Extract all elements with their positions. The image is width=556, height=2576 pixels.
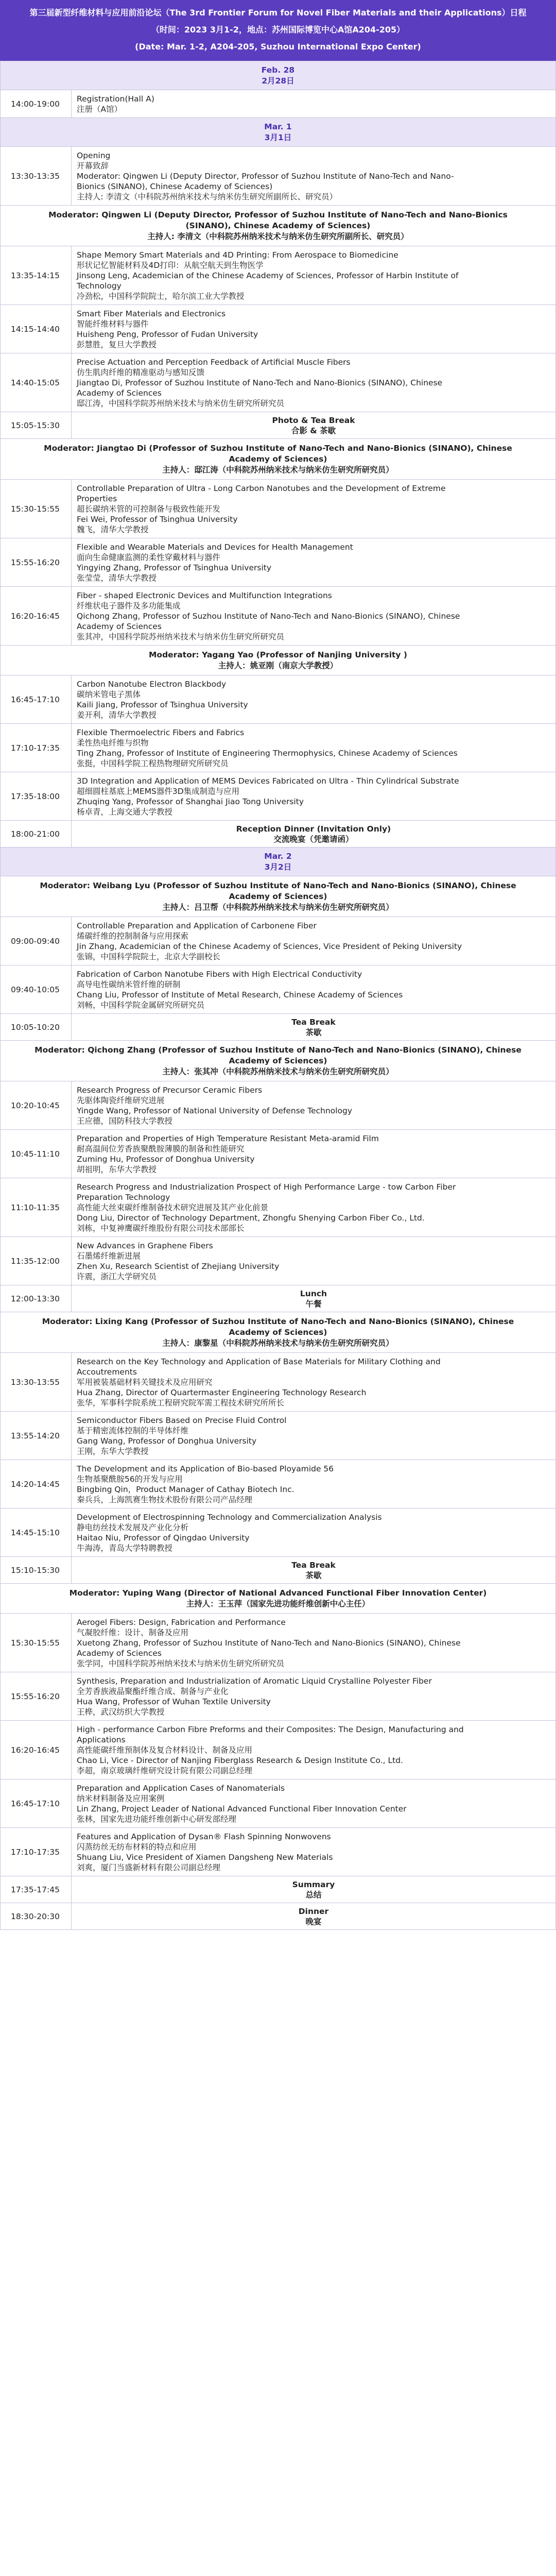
time-slot: 15:30-15:55 bbox=[1, 480, 72, 538]
session-line: 冷劲松，中国科学院院士，哈尔滨工业大学教授 bbox=[77, 291, 245, 301]
session-line: Accoutrements bbox=[77, 1367, 137, 1377]
session-line: Research Progress and Industrialization Prospect of High Performance Large - tow Carbon Fiber bbox=[77, 1182, 456, 1192]
session-line: 彭慧胜，复旦大学教授 bbox=[77, 340, 157, 349]
session-details bbox=[72, 1780, 556, 1828]
session-line: Chang Liu, Professor of Institute of Metal Research, Chinese Academy of Sciences bbox=[77, 990, 403, 999]
session-line: Hua Zhang, Director of Quartermaster Engineering Technology Research bbox=[77, 1387, 367, 1397]
session-details bbox=[72, 147, 556, 206]
session-row bbox=[1, 538, 556, 587]
time-slot: 18:30-20:30 bbox=[1, 1903, 72, 1930]
session-line: Research Progress of Precursor Ceramic Fibers bbox=[77, 1085, 263, 1095]
session-details bbox=[72, 724, 556, 772]
session-row bbox=[1, 1780, 556, 1828]
moderator-row bbox=[1, 1041, 556, 1081]
session-line: Synthesis, Preparation and Industrialization of Aromatic Liquid Crystalline Polyester Fiber bbox=[77, 1676, 432, 1686]
session-line: 张莹莹，清华大学教授 bbox=[77, 573, 157, 583]
break-row bbox=[1, 1557, 556, 1584]
break-row bbox=[1, 1903, 556, 1930]
session-line: 3D Integration and Application of MEMS Devices Fabricated on Ultra - Thin Cylindrical Substrate bbox=[77, 776, 459, 786]
session-line: Flexible and Wearable Materials and Devices for Health Management bbox=[77, 542, 353, 552]
session-line: 先驱体陶瓷纤维研究进展 bbox=[77, 1095, 165, 1105]
time-slot: 17:35-18:00 bbox=[1, 772, 72, 821]
day-label: Mar. 2 bbox=[264, 851, 292, 861]
break-text: 总结 bbox=[305, 1890, 322, 1900]
session-line: Academy of Sciences bbox=[77, 1648, 162, 1658]
session-line: Features and Application of Dysan® Flash Spinning Nonwovens bbox=[77, 1832, 331, 1841]
session-details bbox=[72, 965, 556, 1014]
session-line: Zhen Xu, Research Scientist of Zhejiang University bbox=[77, 1261, 280, 1271]
break-text: 晚宴 bbox=[305, 1917, 322, 1926]
break-text: Lunch bbox=[300, 1289, 327, 1298]
session-line: Preparation Technology bbox=[77, 1192, 170, 1202]
session-line: 牛海涛，青岛大学特聘教授 bbox=[77, 1543, 173, 1553]
session-row bbox=[1, 246, 556, 305]
moderator-cell bbox=[1, 1584, 556, 1614]
session-row bbox=[1, 917, 556, 965]
moderator-cell bbox=[1, 876, 556, 917]
session-line: Research on the Key Technology and Application of Base Materials for Military Clothing and bbox=[77, 1357, 441, 1366]
schedule-body bbox=[1, 61, 556, 1930]
session-row bbox=[1, 772, 556, 821]
moderator-text: Academy of Sciences) bbox=[229, 891, 327, 901]
session-row bbox=[1, 1828, 556, 1876]
time-slot: 15:05-15:30 bbox=[1, 412, 72, 439]
time-slot: 14:15-14:40 bbox=[1, 305, 72, 353]
session-details bbox=[72, 1130, 556, 1178]
moderator-text: 主持人: 李清文（中科院苏州纳米技术与纳米仿生研究所副所长、研究员） bbox=[147, 231, 409, 241]
day-header-cell bbox=[1, 848, 556, 876]
day-label: 3月1日 bbox=[264, 132, 292, 142]
session-line: Bionics (SINANO), Chinese Academy of Sciences) bbox=[77, 181, 273, 191]
session-line: Development of Electrospinning Technology and Commercialization Analysis bbox=[77, 1512, 382, 1522]
session-row bbox=[1, 1460, 556, 1509]
time-slot: 15:55-16:20 bbox=[1, 538, 72, 587]
break-text: 茶歇 bbox=[305, 1570, 322, 1580]
session-line: 高导电性碳纳米管纤维的研制 bbox=[77, 979, 181, 989]
session-row bbox=[1, 1672, 556, 1721]
moderator-text: Moderator: Qichong Zhang (Professor of Suzhou Institute of Nano-Tech and Nano-Bionics (SINANO), Chinese bbox=[34, 1045, 522, 1055]
session-line: 刘爽，厦门当盛新材料有限公司副总经理 bbox=[77, 1862, 221, 1872]
session-line: 胡祖明，东华大学教授 bbox=[77, 1164, 157, 1174]
session-line: 秦兵兵，上海凯赛生物技术股份有限公司产品经理 bbox=[77, 1495, 253, 1504]
session-details bbox=[72, 1237, 556, 1285]
session-line: 碳纳米管电子黑体 bbox=[77, 689, 141, 699]
session-line: 张华，军事科学院系统工程研究院军需工程技术研究所所长 bbox=[77, 1398, 285, 1408]
session-line: 王刚，东华大学教授 bbox=[77, 1446, 149, 1456]
session-row bbox=[1, 1178, 556, 1237]
moderator-row bbox=[1, 876, 556, 917]
session-line: Gang Wang, Professor of Donghua University bbox=[77, 1436, 257, 1446]
session-line: Hua Wang, Professor of Wuhan Textile University bbox=[77, 1697, 271, 1706]
session-line: 形状记忆智能材料及4D打印：从航空航天到生物医学 bbox=[77, 260, 264, 270]
moderator-row bbox=[1, 646, 556, 675]
time-slot: 16:20-16:45 bbox=[1, 1721, 72, 1780]
time-slot: 09:00-09:40 bbox=[1, 917, 72, 965]
session-line: 许震，浙江大学研究员 bbox=[77, 1272, 157, 1281]
session-line: Qichong Zhang, Professor of Suzhou Institute of Nano-Tech and Nano-Bionics (SINANO), Chinese bbox=[77, 611, 460, 621]
session-line: 仿生肌肉纤维的精准驱动与感知反馈 bbox=[77, 367, 205, 377]
moderator-text: 主持人：姚亚刚（南京大学教授） bbox=[218, 660, 338, 670]
moderator-text: Moderator: Jiangtao Di (Professor of Suzhou Institute of Nano-Tech and Nano-Bionics (SINANO), Chinese bbox=[44, 443, 512, 453]
session-row bbox=[1, 587, 556, 646]
session-line: Academy of Sciences bbox=[77, 621, 162, 631]
forum-date-location-en: (Date: Mar. 1-2, A204-205, Suzhou International Expo Center) bbox=[135, 42, 421, 52]
moderator-text: 主持人：张其冲（中科院苏州纳米技术与纳米仿生研究所研究员） bbox=[162, 1066, 394, 1076]
moderator-text: 主持人：康黎星（中科院苏州纳米技术与纳米仿生研究所研究员） bbox=[162, 1338, 394, 1348]
break-text: 午餐 bbox=[305, 1299, 322, 1309]
session-line: New Advances in Graphene Fibers bbox=[77, 1241, 213, 1250]
time-slot: 16:20-16:45 bbox=[1, 587, 72, 646]
session-line: Jin Zhang, Academician of the Chinese Academy of Sciences, Vice President of Peking University bbox=[77, 941, 462, 951]
forum-date-location-cn: （时间：2023 3月1-2，地点：苏州国际博览中心A馆A204-205） bbox=[151, 25, 405, 35]
time-slot: 13:35-14:15 bbox=[1, 246, 72, 305]
break-label bbox=[72, 412, 556, 439]
session-row bbox=[1, 147, 556, 206]
session-line: 超细圆柱基底上MEMS器件3D集成制造与应用 bbox=[77, 786, 240, 796]
time-slot: 13:30-13:55 bbox=[1, 1353, 72, 1412]
break-row bbox=[1, 821, 556, 848]
session-line: Controllable Preparation and Application of Carbonene Fiber bbox=[77, 921, 317, 930]
session-line: 杨卓青，上海交通大学教授 bbox=[77, 807, 173, 817]
break-label bbox=[72, 1014, 556, 1041]
time-slot: 11:35-12:00 bbox=[1, 1237, 72, 1285]
session-row bbox=[1, 1237, 556, 1285]
session-row bbox=[1, 353, 556, 412]
time-slot: 15:55-16:20 bbox=[1, 1672, 72, 1721]
session-row bbox=[1, 1509, 556, 1557]
session-line: 张挺，中国科学院工程热物理研究所研究员 bbox=[77, 758, 229, 768]
time-slot: 14:00-19:00 bbox=[1, 90, 72, 118]
break-label bbox=[72, 821, 556, 848]
moderator-text: 主持人：邸江涛（中科院苏州纳米技术与纳米仿生研究所研究员） bbox=[162, 465, 394, 474]
session-line: Controllable Preparation of Ultra - Long Carbon Nanotubes and the Development of Extreme bbox=[77, 483, 446, 493]
session-line: 张林，国家先进功能纤维创新中心研发部经理 bbox=[77, 1814, 237, 1824]
break-row bbox=[1, 1285, 556, 1312]
session-line: The Development and its Application of Bio-based Ployamide 56 bbox=[77, 1464, 334, 1473]
session-line: Yingde Wang, Professor of National University of Defense Technology bbox=[77, 1106, 353, 1115]
session-details bbox=[72, 1081, 556, 1130]
moderator-text: Moderator: Lixing Kang (Professor of Suzhou Institute of Nano-Tech and Nano-Bionics (SINANO), Chinese bbox=[42, 1316, 514, 1326]
break-text: Reception Dinner (Invitation Only) bbox=[236, 824, 391, 834]
session-line: 面向生命健康监测的柔性穿戴材料与器件 bbox=[77, 552, 221, 562]
session-row bbox=[1, 1412, 556, 1460]
session-line: 柔性热电纤维与织物 bbox=[77, 738, 149, 748]
moderator-cell bbox=[1, 439, 556, 480]
session-line: 开幕致辞 bbox=[77, 161, 109, 171]
session-line: 耐高温间位芳香族聚酰胺薄膜的制备和性能研究 bbox=[77, 1144, 245, 1154]
moderator-cell bbox=[1, 1041, 556, 1081]
day-header-row bbox=[1, 61, 556, 90]
session-line: Registration(Hall A) bbox=[77, 94, 154, 104]
session-details bbox=[72, 246, 556, 305]
break-text: Photo & Tea Break bbox=[272, 415, 355, 425]
time-slot: 17:10-17:35 bbox=[1, 1828, 72, 1876]
time-slot: 15:30-15:55 bbox=[1, 1614, 72, 1672]
session-line: 纤维状电子器件及多功能集成 bbox=[77, 601, 181, 611]
session-line: Bingbing Qin，Product Manager of Cathay Biotech Inc. bbox=[77, 1484, 294, 1494]
schedule-table bbox=[0, 61, 556, 1930]
session-line: Preparation and Properties of High Temperature Resistant Meta-aramid Film bbox=[77, 1133, 379, 1143]
day-label: 2月28日 bbox=[262, 76, 294, 86]
session-line: Precise Actuation and Perception Feedback of Artificial Muscle Fibers bbox=[77, 357, 351, 367]
break-label bbox=[72, 1557, 556, 1584]
session-line: Academy of Sciences bbox=[77, 388, 162, 398]
session-line: 注册（A馆） bbox=[77, 104, 123, 114]
session-row bbox=[1, 480, 556, 538]
session-line: 纳米材料制备及应用案例 bbox=[77, 1793, 165, 1803]
session-line: Zuming Hu, Professor of Donghua University bbox=[77, 1154, 255, 1164]
session-details bbox=[72, 353, 556, 412]
session-line: Aerogel Fibers: Design, Fabrication and Performance bbox=[77, 1617, 286, 1627]
session-line: 高性能碳纤维预制体及复合材料设计、制备及应用 bbox=[77, 1745, 253, 1755]
moderator-row bbox=[1, 206, 556, 246]
time-slot: 16:45-17:10 bbox=[1, 1780, 72, 1828]
break-label bbox=[72, 1903, 556, 1930]
break-label bbox=[72, 1876, 556, 1903]
session-line: 高性能大丝束碳纤维制备技术研究进展及其产业化前景 bbox=[77, 1202, 269, 1212]
time-slot: 10:05-10:20 bbox=[1, 1014, 72, 1041]
session-line: 姜开利，清华大学教授 bbox=[77, 710, 157, 720]
session-line: 魏飞，清华大学教授 bbox=[77, 524, 149, 534]
session-line: 闪蒸纺丝无纺布材料的特点和应用 bbox=[77, 1842, 197, 1852]
day-label: 3月2日 bbox=[264, 862, 292, 872]
time-slot: 15:10-15:30 bbox=[1, 1557, 72, 1584]
time-slot: 17:35-17:45 bbox=[1, 1876, 72, 1903]
session-row bbox=[1, 1721, 556, 1780]
time-slot: 11:10-11:35 bbox=[1, 1178, 72, 1237]
session-line: Smart Fiber Materials and Electronics bbox=[77, 309, 226, 318]
break-text: Summary bbox=[292, 1879, 335, 1889]
moderator-cell bbox=[1, 646, 556, 675]
break-text: Dinner bbox=[298, 1906, 329, 1916]
day-header-row bbox=[1, 118, 556, 147]
break-row bbox=[1, 412, 556, 439]
break-label bbox=[72, 1285, 556, 1312]
session-line: 全芳香族液晶聚酯纤维合成、制备与产业化 bbox=[77, 1686, 229, 1696]
moderator-text: Moderator: Yagang Yao (Professor of Nanjing University ) bbox=[149, 650, 407, 659]
session-row bbox=[1, 1081, 556, 1130]
session-line: Yingying Zhang, Professor of Tsinghua University bbox=[77, 563, 272, 572]
session-line: Preparation and Application Cases of Nanomaterials bbox=[77, 1783, 285, 1793]
session-line: 生物基聚酰胺56的开发与应用 bbox=[77, 1474, 183, 1484]
time-slot: 16:45-17:10 bbox=[1, 675, 72, 724]
moderator-text: (SINANO), Chinese Academy of Sciences) bbox=[185, 221, 371, 230]
session-line: Jinsong Leng, Academician of the Chinese Academy of Sciences, Professor of Harbin Institute of bbox=[77, 270, 459, 280]
time-slot: 12:00-13:30 bbox=[1, 1285, 72, 1312]
session-details bbox=[72, 772, 556, 821]
session-line: 主持人: 李清文（中科院苏州纳米技术与纳米仿生研究所副所长、研究员） bbox=[77, 192, 338, 201]
day-header-cell bbox=[1, 61, 556, 90]
time-slot: 13:30-13:35 bbox=[1, 147, 72, 206]
session-details bbox=[72, 1509, 556, 1557]
session-line: Xuetong Zhang, Professor of Suzhou Institute of Nano-Tech and Nano-Bionics (SINANO), Chinese bbox=[77, 1638, 461, 1648]
session-details bbox=[72, 305, 556, 353]
moderator-row bbox=[1, 439, 556, 480]
moderator-text: 主持人：王玉萍（国家先进功能纤维创新中心主任） bbox=[186, 1599, 370, 1608]
time-slot: 10:45-11:10 bbox=[1, 1130, 72, 1178]
moderator-cell bbox=[1, 1312, 556, 1353]
session-row bbox=[1, 724, 556, 772]
moderator-cell bbox=[1, 206, 556, 246]
session-line: Properties bbox=[77, 494, 117, 503]
day-header-row bbox=[1, 848, 556, 876]
session-details bbox=[72, 1353, 556, 1412]
session-details bbox=[72, 675, 556, 724]
moderator-text: Academy of Sciences) bbox=[229, 1327, 327, 1337]
session-details bbox=[72, 1412, 556, 1460]
session-details bbox=[72, 1672, 556, 1721]
session-line: 静电纺丝技术发展及产业化分析 bbox=[77, 1522, 189, 1532]
session-details bbox=[72, 1178, 556, 1237]
session-line: 智能纤维材料与器件 bbox=[77, 319, 149, 329]
break-text: Tea Break bbox=[291, 1560, 336, 1570]
session-line: 王应德，国防科技大学教授 bbox=[77, 1116, 173, 1126]
session-line: 军用被装基础材料关键技术及应用研究 bbox=[77, 1377, 213, 1387]
session-line: Shuang Liu, Vice President of Xiamen Dangsheng New Materials bbox=[77, 1852, 333, 1862]
session-line: Semiconductor Fibers Based on Precise Fluid Control bbox=[77, 1415, 287, 1425]
break-text: 交流晚宴（凭邀请函） bbox=[273, 834, 354, 844]
schedule-header bbox=[0, 0, 556, 61]
session-line: 张其冲，中国科学院苏州纳米技术与纳米仿生研究所研究员 bbox=[77, 632, 285, 641]
break-text: Tea Break bbox=[291, 1017, 336, 1027]
time-slot: 10:20-10:45 bbox=[1, 1081, 72, 1130]
break-row bbox=[1, 1876, 556, 1903]
session-details bbox=[72, 1828, 556, 1876]
session-row bbox=[1, 965, 556, 1014]
session-line: Technology bbox=[77, 281, 121, 291]
moderator-row bbox=[1, 1312, 556, 1353]
session-line: 刘栋，中复神鹰碳纤维股份有限公司技术部部长 bbox=[77, 1223, 245, 1233]
session-details bbox=[72, 1460, 556, 1509]
break-text: 合影 & 茶歇 bbox=[291, 426, 336, 435]
time-slot: 17:10-17:35 bbox=[1, 724, 72, 772]
session-line: Haitao Niu, Professor of Qingdao University bbox=[77, 1533, 250, 1543]
session-details bbox=[72, 1614, 556, 1672]
moderator-text: 主持人：吕卫帮（中科院苏州纳米技术与纳米仿生研究所研究员） bbox=[162, 902, 394, 912]
session-line: Ting Zhang, Professor of Institute of Engineering Thermophysics, Chinese Academy of Sciences bbox=[77, 748, 458, 758]
session-line: 张锦，中国科学院院士，北京大学副校长 bbox=[77, 952, 221, 961]
break-text: 茶歇 bbox=[305, 1027, 322, 1037]
session-row bbox=[1, 90, 556, 118]
moderator-text: Moderator: Qingwen Li (Deputy Director, Professor of Suzhou Institute of Nano-Tech and Nano-Bionics bbox=[48, 210, 508, 219]
session-row bbox=[1, 675, 556, 724]
time-slot: 14:45-15:10 bbox=[1, 1509, 72, 1557]
session-line: 烯碳纤维的控制制备与应用探索 bbox=[77, 931, 189, 941]
session-line: 张学同，中国科学院苏州纳米技术与纳米仿生研究所研究员 bbox=[77, 1658, 285, 1668]
forum-title: 第三届新型纤维材料与应用前沿论坛（The 3rd Frontier Forum for Novel Fiber Materials and their Applications）日程 bbox=[29, 8, 527, 18]
day-header-cell bbox=[1, 118, 556, 147]
session-details bbox=[72, 480, 556, 538]
session-line: Dong Liu, Director of Technology Department, Zhongfu Shenying Carbon Fiber Co., Ltd. bbox=[77, 1213, 425, 1223]
moderator-text: Moderator: Weibang Lyu (Professor of Suzhou Institute of Nano-Tech and Nano-Bionics (SINANO), Chinese bbox=[40, 880, 516, 890]
time-slot: 09:40-10:05 bbox=[1, 965, 72, 1014]
session-details bbox=[72, 587, 556, 646]
session-row bbox=[1, 1353, 556, 1412]
session-line: 王桦，武汉纺织大学教授 bbox=[77, 1707, 165, 1717]
session-line: Flexible Thermoelectric Fibers and Fabrics bbox=[77, 727, 245, 737]
session-line: Fiber - shaped Electronic Devices and Multifunction Integrations bbox=[77, 590, 332, 600]
session-line: Huisheng Peng, Professor of Fudan University bbox=[77, 329, 258, 339]
time-slot: 14:20-14:45 bbox=[1, 1460, 72, 1509]
moderator-text: Academy of Sciences) bbox=[229, 1056, 327, 1065]
session-line: 超长碳纳米管的可控制备与极致性能开发 bbox=[77, 504, 221, 514]
session-line: 李超，南京玻璃纤维研究设计院有限公司副总经理 bbox=[77, 1766, 253, 1775]
session-row bbox=[1, 1614, 556, 1672]
session-details bbox=[72, 1721, 556, 1780]
session-line: Chao Li, Vice - Director of Nanjing Fiberglass Research & Design Institute Co., Ltd. bbox=[77, 1755, 403, 1765]
session-line: Zhuqing Yang, Professor of Shanghai Jiao Tong University bbox=[77, 796, 304, 806]
session-row bbox=[1, 305, 556, 353]
session-line: Carbon Nanotube Electron Blackbody bbox=[77, 679, 227, 689]
session-line: Jiangtao Di, Professor of Suzhou Institute of Nano-Tech and Nano-Bionics (SINANO), Chinese bbox=[77, 378, 443, 387]
session-line: Moderator: Qingwen Li (Deputy Director, Professor of Suzhou Institute of Nano-Tech and Nano- bbox=[77, 171, 454, 181]
session-line: High - performance Carbon Fibre Preforms and their Composites: The Design, Manufacturing and bbox=[77, 1724, 464, 1734]
session-line: 气凝胶纤维：设计、制备及应用 bbox=[77, 1628, 189, 1637]
session-details bbox=[72, 917, 556, 965]
time-slot: 18:00-21:00 bbox=[1, 821, 72, 848]
session-details bbox=[72, 90, 556, 118]
session-line: Fei Wei, Professor of Tsinghua University bbox=[77, 514, 238, 524]
session-line: Applications bbox=[77, 1735, 126, 1744]
time-slot: 14:40-15:05 bbox=[1, 353, 72, 412]
session-line: Shape Memory Smart Materials and 4D Printing: From Aerospace to Biomedicine bbox=[77, 250, 398, 260]
session-line: 刘畅，中国科学院金属研究所研究员 bbox=[77, 1000, 205, 1010]
moderator-text: Academy of Sciences) bbox=[229, 454, 327, 464]
session-line: Opening bbox=[77, 150, 111, 160]
session-line: 邸江涛，中国科学院苏州纳米技术与纳米仿生研究所研究员 bbox=[77, 398, 285, 408]
session-line: Fabrication of Carbon Nanotube Fibers with High Electrical Conductivity bbox=[77, 969, 362, 979]
session-line: 石墨烯纤维新进展 bbox=[77, 1251, 141, 1261]
day-label: Mar. 1 bbox=[264, 122, 292, 131]
session-row bbox=[1, 1130, 556, 1178]
moderator-row bbox=[1, 1584, 556, 1614]
session-details bbox=[72, 538, 556, 587]
session-line: 基于精密流体控制的半导体纤维 bbox=[77, 1426, 189, 1435]
moderator-text: Moderator: Yuping Wang (Director of National Advanced Functional Fiber Innovation Center) bbox=[69, 1588, 487, 1598]
break-row bbox=[1, 1014, 556, 1041]
session-line: Kaili Jiang, Professor of Tsinghua University bbox=[77, 700, 248, 709]
time-slot: 13:55-14:20 bbox=[1, 1412, 72, 1460]
day-label: Feb. 28 bbox=[261, 65, 295, 75]
session-line: Lin Zhang, Project Leader of National Advanced Functional Fiber Innovation Center bbox=[77, 1804, 407, 1814]
